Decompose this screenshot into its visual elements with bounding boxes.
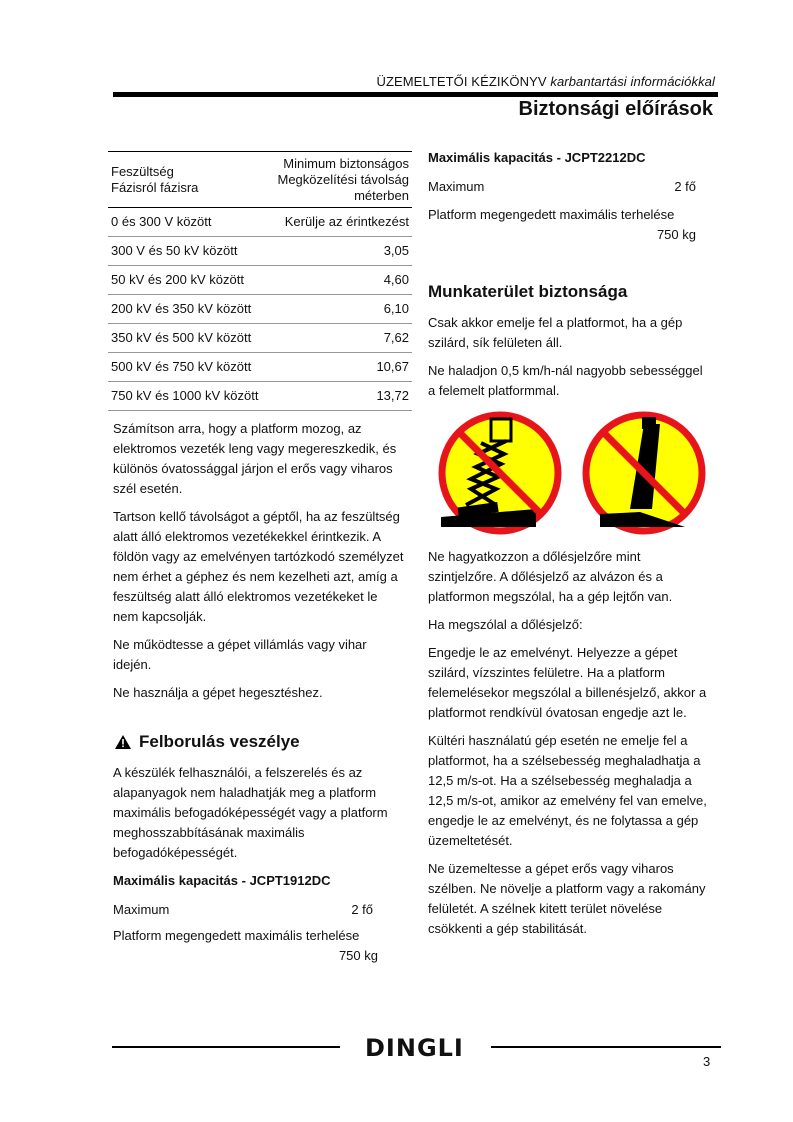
distance-cell: 13,72: [270, 382, 412, 411]
paragraph: Engedje le az emelvényt. Helyezze a gépet szilárd, vízszintes felületre. Ha a platform felemelésekor megszólal a billenésjelző, akkor a platformot rendkívül óvatosan engedje azt le.: [428, 645, 707, 720]
right-column: [428, 148, 710, 947]
voltage-cell: 200 kV és 350 kV között: [108, 295, 270, 324]
paragraph: Ha megszólal a dőlésjelző:: [428, 617, 583, 632]
voltage-cell: 750 kV és 1000 kV között: [108, 382, 270, 411]
warning-signs: [436, 409, 710, 537]
paragraph: Kültéri használatú gép esetén ne emelje fel a platformot, ha a szélsebesség meghaladhatja a 12,5 m/s-ot. Ha a szélsebesség meghaladja a 12,5 m/s-ot, amikor az emelvény fel van emelve, engedje le az emelvényt, és ne folytassa a gép üzemeltetését.: [428, 733, 707, 848]
table-row: [108, 266, 412, 295]
distance-cell: 6,10: [270, 295, 412, 324]
paragraph: A készülék felhasználói, a felszerelés és az alapanyagok nem haladhatják meg a platform maximális befogadóképességét vagy a platform meghosszabbításának maximális befogadóképességét.: [113, 765, 388, 860]
section-title: Biztonsági előírások: [518, 98, 713, 120]
right-text-top: [428, 313, 710, 401]
document-header: [376, 74, 715, 89]
no-boom-lift-on-slope-sign: [580, 409, 708, 537]
header-text: Feszültség: [111, 163, 174, 179]
table-row: [108, 237, 412, 266]
distance-cell: Kerülje az érintkezést: [270, 208, 412, 237]
max-label: Maximum: [428, 179, 485, 194]
table-row: [108, 295, 412, 324]
paragraph: Ne haladjon 0,5 km/h-nál nagyobb sebességgel a felemelt platformmal.: [428, 363, 703, 398]
load-value: 750 kg: [656, 227, 696, 242]
right-text-bottom: [428, 547, 710, 939]
paragraph: Ne használja a gépet hegesztéshez.: [113, 685, 323, 700]
capacity-title: Maximális kapacitás - JCPT1912DC: [113, 873, 331, 888]
table-row: [108, 208, 412, 237]
voltage-cell: 350 kV és 500 kV között: [108, 324, 270, 353]
header-text: Fázisról fázisra: [111, 179, 199, 195]
load-label: Platform megengedett maximális terhelése: [428, 207, 675, 222]
header-text: Megközelítési távolság: [277, 171, 409, 187]
distance-cell: 10,67: [270, 353, 412, 382]
doc-subtitle: karbantartási információkkal: [550, 74, 715, 89]
max-value: 2 fő: [674, 179, 696, 194]
dingli-logo: DINGLI: [365, 1034, 464, 1062]
capacity-title: Maximális kapacitás - JCPT2212DC: [428, 150, 646, 165]
heading-text: Felborulás veszélye: [139, 732, 300, 751]
no-scissor-lift-on-slope-sign: [436, 409, 564, 537]
paragraph: Tartson kellő távolságot a géptől, ha az feszültség alatt álló elektromos vezetékekkel érintkezik. A földön vagy az emelvényen tartózkodó személyzet nem érhet a géphez és nem kezelheti azt, amíg a feszültség alatt álló elektromos vezetékeket le nem kapcsolják.: [113, 509, 404, 624]
warning-icon: [115, 735, 131, 749]
footer-rule-left: [112, 1046, 340, 1048]
table-row: [108, 382, 412, 411]
header-rule: [113, 92, 718, 97]
tipover-section: [113, 763, 405, 966]
capacity-max-row: [428, 177, 696, 197]
paragraph: Csak akkor emelje fel a platformot, ha a gép szilárd, sík felületen áll.: [428, 315, 683, 350]
table-row: [108, 353, 412, 382]
table-header: [108, 152, 412, 208]
work-area-heading: Munkaterület biztonsága: [428, 282, 628, 301]
voltage-cell: 300 V és 50 kV között: [108, 237, 270, 266]
doc-title: ÜZEMELTETŐI KÉZIKÖNYV: [376, 74, 547, 89]
distance-cell: 3,05: [270, 237, 412, 266]
header-distance: [270, 152, 412, 208]
footer-rule-right: [491, 1046, 721, 1048]
distance-cell: 4,60: [270, 266, 412, 295]
left-text: [113, 419, 405, 703]
left-column: [108, 151, 412, 966]
paragraph: Ne működtesse a gépet villámlás vagy vihar idején.: [113, 637, 367, 672]
paragraph: Ne üzemeltesse a gépet erős vagy viharos szélben. Ne növelje a platform vagy a rakomány felületét. A szélnek kitett terület növelése csökkenti a gép stabilitását.: [428, 861, 706, 936]
paragraph: Számítson arra, hogy a platform mozog, az elektromos vezeték leng vagy megereszkedik, és különös óvatossággal járjon el erős vagy viharos szél esetén.: [113, 421, 397, 496]
right-capacity: [428, 148, 710, 245]
header-text: Minimum biztonságos: [283, 155, 409, 171]
header-text: méterben: [354, 187, 409, 203]
voltage-cell: 50 kV és 200 kV között: [108, 266, 270, 295]
header-voltage: [108, 152, 270, 208]
page-number: 3: [703, 1054, 711, 1069]
table-row: [108, 324, 412, 353]
paragraph: Ne hagyatkozzon a dőlésjelzőre mint szintjelzőre. A dőlésjelző az alvázon és a platformon megszólal, ha a gép lejtőn van.: [428, 549, 673, 604]
max-label: Maximum: [113, 902, 170, 917]
tipover-heading: [115, 731, 412, 753]
max-value: 2 fő: [351, 902, 373, 917]
voltage-cell: 0 és 300 V között: [108, 208, 270, 237]
distance-cell: 7,62: [270, 324, 412, 353]
load-label: Platform megengedett maximális terhelése: [113, 928, 360, 943]
load-value: 750 kg: [338, 948, 378, 963]
voltage-distance-table: [108, 151, 412, 411]
voltage-cell: 500 kV és 750 kV között: [108, 353, 270, 382]
capacity-max-row: [113, 900, 373, 920]
